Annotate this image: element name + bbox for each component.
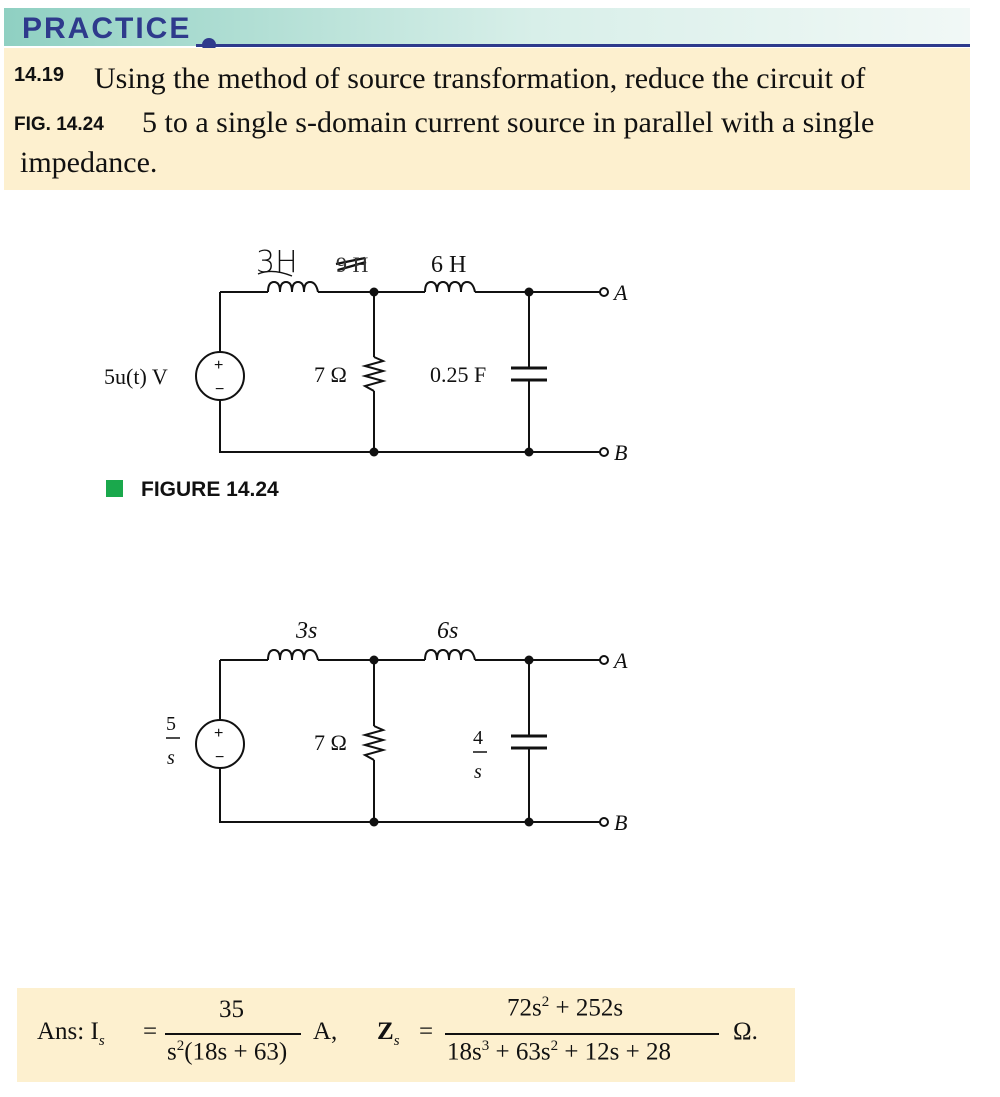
terminal-a-label: A <box>614 280 628 305</box>
practice-banner <box>4 8 970 46</box>
problem-line-2: 5 to a single s-domain current source in parallel with a single <box>142 106 875 139</box>
terminal-a-node <box>600 288 608 296</box>
node-bottom-right <box>525 448 534 457</box>
resistor-label: 7 Ω <box>314 362 347 387</box>
capacitor-numerator: 4 <box>473 727 483 749</box>
handwritten-inductor-label: 3H <box>256 245 298 280</box>
caption-square <box>106 480 123 497</box>
is-denominator: $s^2(18s + 63)$ <box>167 1038 288 1066</box>
figure-reference: FIG. 14.24 <box>14 114 104 135</box>
terminal-b-label: B <box>614 440 628 465</box>
s-domain-circuit <box>0 600 1000 840</box>
capacitor-label: 0.25 F <box>430 362 487 387</box>
practice-title: PRACTICE <box>22 12 192 45</box>
is-fraction-bar <box>165 1033 301 1035</box>
answer-equals-1: = <box>143 1018 158 1045</box>
node-bottom-mid <box>370 448 379 457</box>
source-label: 5u(t) V <box>104 364 168 389</box>
wire-top-left <box>220 292 600 352</box>
node-top-mid <box>370 288 379 297</box>
wire-bottom <box>220 400 600 452</box>
caption-text: FIGURE 14.24 <box>141 478 279 501</box>
struck-inductor-label: 9 H <box>336 252 369 277</box>
inductor-1 <box>268 650 318 660</box>
terminal-b-node <box>600 448 608 456</box>
terminal-a-label: A <box>614 648 628 673</box>
inductor-2 <box>425 650 475 660</box>
is-numerator: 35 <box>219 996 244 1023</box>
inductor-2 <box>425 282 475 292</box>
answer-equals-2: = <box>419 1018 434 1045</box>
figure-14-24-circuit <box>0 230 1000 470</box>
source-minus: − <box>215 381 225 398</box>
resistor <box>365 726 383 760</box>
terminal-b-label: B <box>614 810 628 835</box>
problem-box <box>4 48 970 190</box>
wire-bottom <box>220 768 600 822</box>
banner-rule <box>196 44 970 47</box>
answer-box <box>17 988 795 1082</box>
zs-numerator: $72s^2 + 252s$ <box>507 994 624 1022</box>
answer-prefix: Ans: $I_s$ <box>37 1018 105 1049</box>
resistor-label: 7 Ω <box>314 730 347 755</box>
node-top-right <box>525 288 534 297</box>
terminal-a-node <box>600 656 608 664</box>
zs-fraction-bar <box>445 1033 719 1035</box>
terminal-b-node <box>600 818 608 826</box>
zs-unit: Ω. <box>733 1018 758 1045</box>
source-plus: + <box>214 725 224 742</box>
figure-caption <box>106 478 279 502</box>
is-unit: A, <box>313 1018 338 1045</box>
capacitor-denominator: s <box>474 761 482 783</box>
inductor-1-label: 3s <box>296 618 318 644</box>
inductor-2-label: 6 H <box>431 252 467 278</box>
node-top-right <box>525 656 534 665</box>
node-bottom-right <box>525 818 534 827</box>
problem-line-3: impedance. <box>20 146 158 179</box>
problem-number: 14.19 <box>14 64 65 86</box>
zs-denominator: $18s^3 + 63s^2 + 12s + 28$ <box>447 1038 671 1066</box>
source-plus: + <box>214 357 224 374</box>
source-denominator: s <box>167 747 175 769</box>
problem-line-1: Using the method of source transformation, reduce the circuit of <box>94 62 866 95</box>
inductor-1 <box>268 282 318 292</box>
wire-top-left <box>220 660 600 720</box>
node-bottom-mid <box>370 818 379 827</box>
resistor <box>365 357 383 391</box>
node-top-mid <box>370 656 379 665</box>
source-numerator: 5 <box>166 713 176 735</box>
inductor-2-label: 6s <box>437 618 459 644</box>
source-minus: − <box>215 749 225 766</box>
zs-label: $Z_s$ <box>377 1018 400 1049</box>
